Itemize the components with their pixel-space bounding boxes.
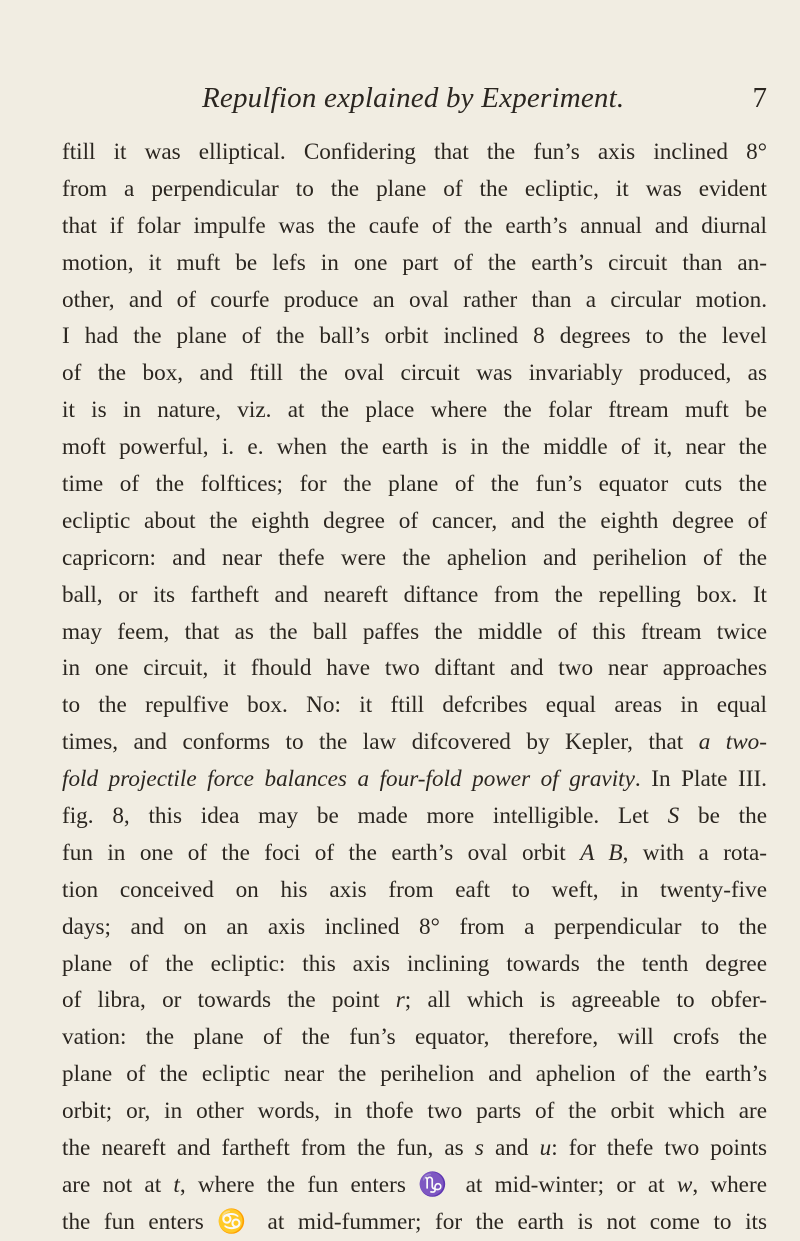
- page-number: 7: [752, 82, 767, 114]
- italic-text-segment: s: [474, 1135, 484, 1162]
- text-segment: tion conceived on his axis from eaft to weft, in twenty-five: [62, 876, 767, 903]
- body-text: [62, 134, 767, 1241]
- text-segment: , with a rota-: [622, 839, 767, 866]
- text-line: [62, 466, 767, 503]
- text-line: [62, 577, 767, 614]
- text-segment: ball, or its fartheft and neareft diftance from the repelling box. It: [62, 581, 767, 608]
- text-line: [62, 355, 767, 392]
- text-segment: the fun enters ♋ at mid-fummer; for the earth is not come to its: [62, 1208, 767, 1235]
- text-line: [62, 1204, 767, 1241]
- text-line: [62, 318, 767, 355]
- text-segment: I had the plane of the ball’s orbit inclined 8 degrees to the level: [62, 323, 767, 350]
- text-segment: motion, it muft be lefs in one part of the earth’s circuit than an-: [62, 249, 767, 276]
- text-segment: moft powerful, i. e. when the earth is in the middle of it, near the: [62, 434, 767, 461]
- italic-text-segment: u: [539, 1135, 552, 1162]
- text-segment: . In Plate III.: [634, 766, 767, 793]
- text-segment: vation: the plane of the fun’s equator, therefore, will crofs the: [62, 1024, 767, 1051]
- text-segment: fig. 8, this idea may be made more intelligible. Let: [62, 803, 668, 830]
- text-line: [62, 540, 767, 577]
- text-segment: ecliptic about the eighth degree of cancer, and the eighth degree of: [62, 507, 767, 534]
- text-segment: ; all which is agreeable to obfer-: [404, 987, 767, 1014]
- text-line: [62, 687, 767, 724]
- italic-text-segment: S: [667, 803, 680, 830]
- text-segment: and: [483, 1135, 540, 1162]
- text-segment: time of the folftices; for the plane of the fun’s equator cuts the: [62, 471, 767, 498]
- text-line: [62, 429, 767, 466]
- running-title: Repulfion explained by Experiment.: [202, 82, 625, 114]
- text-segment: other, and of courfe produce an oval rather than a circular motion.: [62, 286, 767, 313]
- text-segment: times, and conforms to the law difcovered by Kepler, that: [62, 729, 699, 756]
- text-segment: the neareft and fartheft from the fun, as: [62, 1135, 475, 1162]
- text-line: [62, 392, 767, 429]
- text-segment: to the repulfive box. No: it ftill defcribes equal areas in equal: [62, 692, 767, 719]
- text-segment: plane of the ecliptic near the perihelion and aphelion of the earth’s: [62, 1061, 767, 1088]
- text-segment: , where the fun enters ♑ at mid-winter; or at: [179, 1171, 677, 1198]
- text-line: [62, 798, 767, 835]
- text-line: [62, 761, 767, 798]
- text-segment: be the: [679, 803, 767, 830]
- running-header: [62, 82, 767, 118]
- text-segment: plane of the ecliptic: this axis inclining towards the tenth degree: [62, 950, 767, 977]
- text-line: [62, 245, 767, 282]
- text-line: [62, 650, 767, 687]
- text-line: [62, 982, 767, 1019]
- text-segment: of libra, or towards the point: [62, 987, 396, 1014]
- text-line: [62, 909, 767, 946]
- text-segment: that if folar impulfe was the caufe of the earth’s annual and diurnal: [62, 212, 767, 239]
- text-segment: ftill it was elliptical. Confidering that the fun’s axis inclined 8°: [62, 139, 767, 165]
- text-segment: fun in one of the foci of the earth’s oval orbit: [62, 839, 581, 866]
- text-line: [62, 835, 767, 872]
- text-line: [62, 134, 767, 171]
- text-line: [62, 171, 767, 208]
- text-segment: orbit; or, in other words, in thofe two parts of the orbit which are: [62, 1098, 767, 1125]
- text-line: [62, 1056, 767, 1093]
- text-line: [62, 1130, 767, 1167]
- text-segment: capricorn: and near thefe were the aphelion and perihelion of the: [62, 544, 767, 571]
- italic-text-segment: w: [676, 1171, 693, 1198]
- text-segment: from a perpendicular to the plane of the ecliptic, it was evident: [62, 175, 767, 202]
- italic-text-segment: fold projectile force balances a four-fold power of gravity: [62, 766, 635, 793]
- text-segment: days; and on an axis inclined 8° from a perpendicular to the: [62, 913, 767, 940]
- text-segment: it is in nature, viz. at the place where the folar ftream muft be: [62, 397, 767, 424]
- text-segment: in one circuit, it fhould have two diftant and two near approaches: [62, 655, 767, 682]
- text-line: [62, 1167, 767, 1204]
- text-line: [62, 724, 767, 761]
- text-line: [62, 946, 767, 983]
- text-segment: : for thefe two points: [551, 1135, 767, 1162]
- italic-text-segment: r: [395, 987, 405, 1014]
- italic-text-segment: t: [173, 1171, 180, 1198]
- text-line: [62, 1093, 767, 1130]
- text-segment: are not at: [62, 1171, 174, 1198]
- text-line: [62, 872, 767, 909]
- text-segment: may feem, that as the ball paffes the middle of this ftream twice: [62, 618, 767, 645]
- text-line: [62, 614, 767, 651]
- text-line: [62, 208, 767, 245]
- text-line: [62, 282, 767, 319]
- text-segment: , where: [692, 1171, 767, 1198]
- italic-text-segment: a two-: [698, 729, 767, 756]
- text-line: [62, 503, 767, 540]
- text-line: [62, 1019, 767, 1056]
- text-segment: of the box, and ftill the oval circuit was invariably produced, as: [62, 360, 767, 387]
- italic-text-segment: A B: [580, 839, 623, 866]
